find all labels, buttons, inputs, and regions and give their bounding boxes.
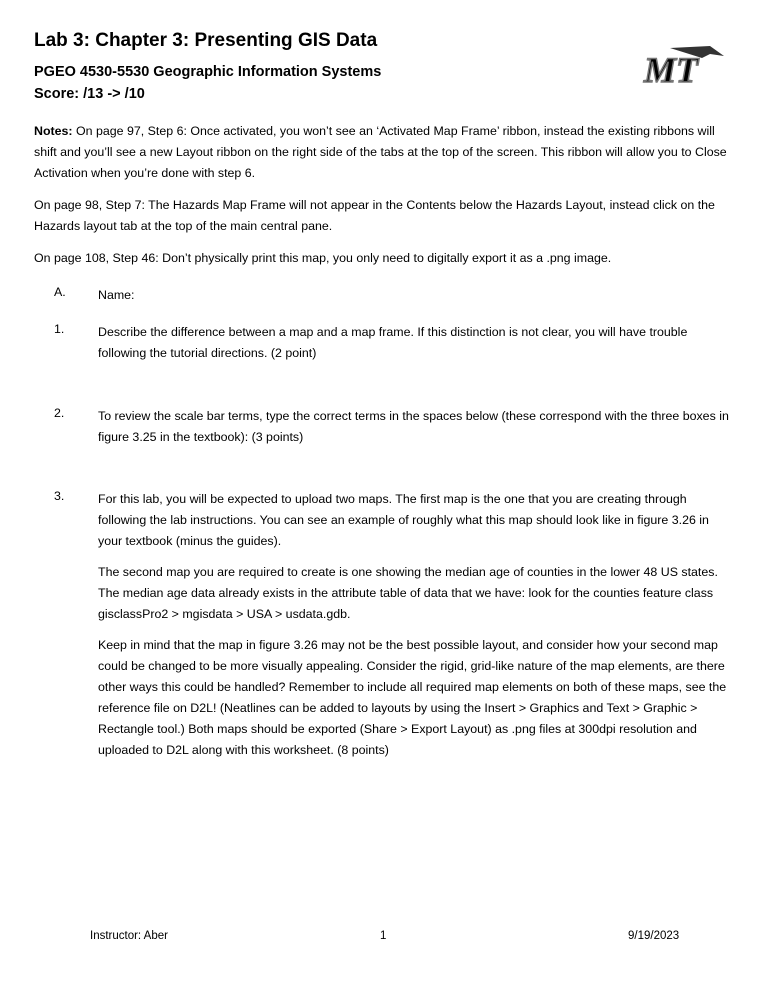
item-paragraph: The second map you are required to create is one showing the median age of counties in the lower 48 US states. The median age data already exists in the attribute table of data that we have: look for the counties feature class gisclassPro2 > mgisdata > USA > usdata.gdb. [98,565,718,621]
question-1 [54,322,734,364]
item-text: For this lab, you will be expected to upload two maps. The first map is the one that you are creating through following the lab instructions. You can see an example of roughly what this map should look like in figure 3.26 in your textbook (minus the guides). [98,492,709,548]
footer-page-number: 1 [380,930,387,942]
svg-text:MT: MT [644,50,698,87]
item-text: Name: [98,288,135,302]
score: Score: /13 -> /10 [34,86,145,102]
item-text: Describe the difference between a map and a map frame. If this distinction is not clear, you will have trouble following the tutorial directions. (2 point) [98,325,688,360]
item-number: 3. [54,489,65,503]
item-number: 2. [54,406,65,420]
item-paragraph: Keep in mind that the map in figure 3.26 may not be the best possible layout, and consider how your second map could be changed to be more visually appealing. Consider the rigid, grid-like nature of the map elements, are there other ways this could be handled? Remember to include all required map elements on both of these maps, see the reference file on D2L! (Neatlines can be added to layouts by using the Insert > Graphics and Text > Graphic > Rectangle tool.) Both maps should be exported (Share > Export Layout) as .png files at 300dpi resolution and uploaded to D2L along with this worksheet. (8 points) [98,638,727,757]
course-title: PGEO 4530-5530 Geographic Information Systems [34,64,382,80]
question-2 [54,406,734,448]
question-3 [54,489,734,761]
item-name [54,285,734,306]
note-step-7 [34,195,734,237]
note-text: On page 108, Step 46: Don’t physically print this map, you only need to digitally export it as a .png image. [34,251,612,265]
notes-text: On page 97, Step 6: Once activated, you won’t see an ‘Activated Map Frame’ ribbon, instead the existing ribbons will shift and you’ll see a new Layout ribbon on the right side of the tabs at the top of the screen. This ribbon will allow you to Close Activation when you’re done with step 6. [34,124,727,180]
note-text: On page 98, Step 7: The Hazards Map Frame will not appear in the Contents below the Hazards Layout, instead click on the Hazards layout tab at the top of the main central pane. [34,198,715,233]
item-text: To review the scale bar terms, type the correct terms in the spaces below (these correspond with the three boxes in figure 3.25 in the textbook): (3 points) [98,409,729,444]
note-step-46 [34,248,734,269]
item-number: 1. [54,322,65,336]
footer-instructor: Instructor: Aber [90,930,168,942]
notes-label: Notes: [34,124,73,138]
mt-logo [640,42,725,87]
item-number: A. [54,285,66,299]
notes-paragraph [34,121,734,184]
footer-date: 9/19/2023 [628,930,680,942]
page-title: Lab 3: Chapter 3: Presenting GIS Data [34,30,378,51]
